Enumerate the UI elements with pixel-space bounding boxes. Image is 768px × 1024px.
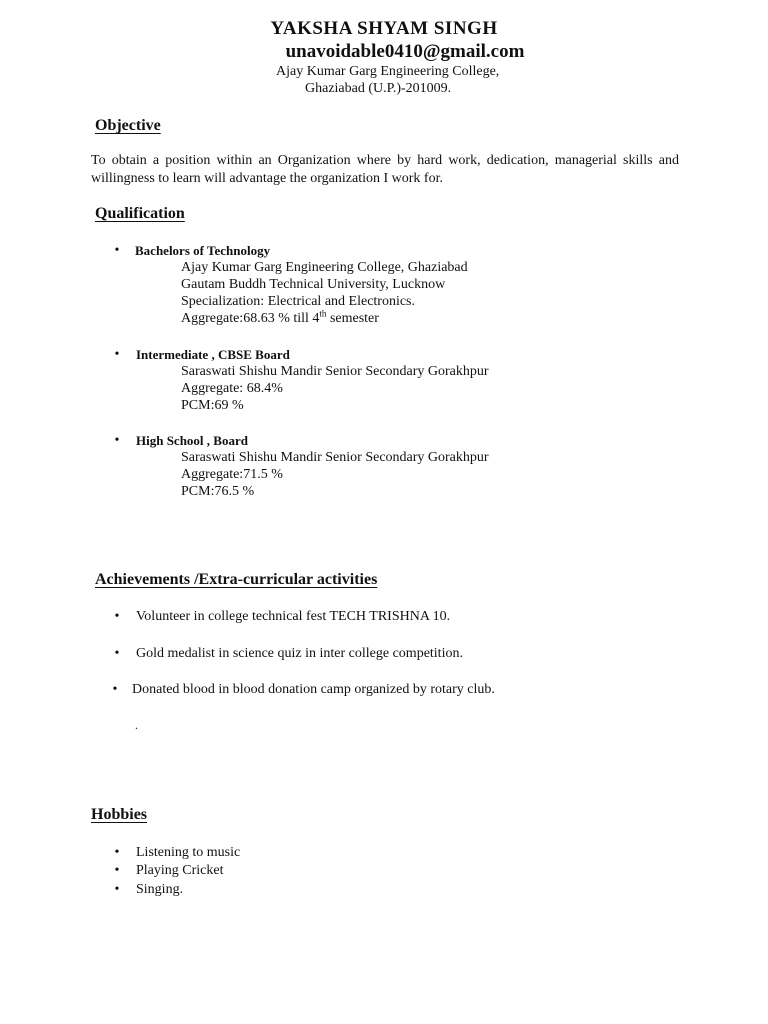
resume-name: YAKSHA SHYAM SINGH — [270, 18, 498, 39]
qualification-detail: Aggregate: 68.4% — [181, 381, 283, 396]
achievement-item: Donated blood in blood donation camp organized by rotary club. — [132, 682, 495, 697]
hobby-item: Singing. — [136, 882, 184, 897]
qualification-detail: Aggregate:71.5 % — [181, 467, 283, 482]
address-line-1: Ajay Kumar Garg Engineering College, — [276, 64, 500, 79]
qualification-detail: Saraswati Shishu Mandir Senior Secondary Gorakhpur — [181, 364, 489, 379]
achievement-item: Gold medalist in science quiz in inter college competition. — [136, 646, 463, 661]
qualification-title-btech: Bachelors of Technology — [135, 243, 271, 258]
bullet-icon: • — [114, 243, 120, 258]
bullet-icon: • — [114, 845, 120, 860]
bullet-icon: • — [114, 882, 120, 897]
qualification-detail: Gautam Buddh Technical University, Lucknow — [181, 277, 446, 292]
aggregate-superscript: th — [319, 308, 327, 319]
hobby-item: Playing Cricket — [136, 863, 224, 878]
qualification-detail: Ajay Kumar Garg Engineering College, Ghaziabad — [181, 260, 468, 275]
bullet-icon: • — [114, 433, 120, 448]
bullet-icon: • — [114, 347, 120, 362]
trailing-dot: . — [135, 718, 138, 732]
objective-text: To obtain a position within an Organization where by hard work, dedication, managerial skills and willingness to learn will advantage the organization I work for. — [91, 153, 679, 186]
qualification-title-intermediate: Intermediate , CBSE Board — [136, 347, 290, 362]
aggregate-prefix: Aggregate:68.63 % till 4 — [181, 311, 320, 326]
resume-email: unavoidable0410@gmail.com — [285, 41, 525, 62]
qualification-detail: PCM:76.5 % — [181, 484, 255, 499]
hobbies-heading: Hobbies — [91, 806, 148, 823]
qualification-detail: PCM:69 % — [181, 398, 244, 413]
qualification-aggregate-btech — [181, 308, 379, 327]
hobby-item: Listening to music — [136, 845, 241, 860]
aggregate-suffix: semester — [326, 311, 379, 326]
bullet-icon: • — [114, 646, 120, 661]
qualification-title-highschool: High School , Board — [136, 433, 248, 448]
address-line-2: Ghaziabad (U.P.)-201009. — [305, 81, 452, 96]
achievements-heading: Achievements /Extra-curricular activities — [95, 571, 378, 588]
qualification-detail: Specialization: Electrical and Electronics. — [181, 294, 416, 309]
bullet-icon: • — [114, 609, 120, 624]
objective-heading: Objective — [95, 117, 161, 134]
qualification-detail: Saraswati Shishu Mandir Senior Secondary Gorakhpur — [181, 450, 489, 465]
qualification-heading: Qualification — [95, 205, 185, 222]
bullet-icon: • — [112, 682, 118, 697]
bullet-icon: • — [114, 863, 120, 878]
achievement-item: Volunteer in college technical fest TECH TRISHNA 10. — [136, 609, 451, 624]
